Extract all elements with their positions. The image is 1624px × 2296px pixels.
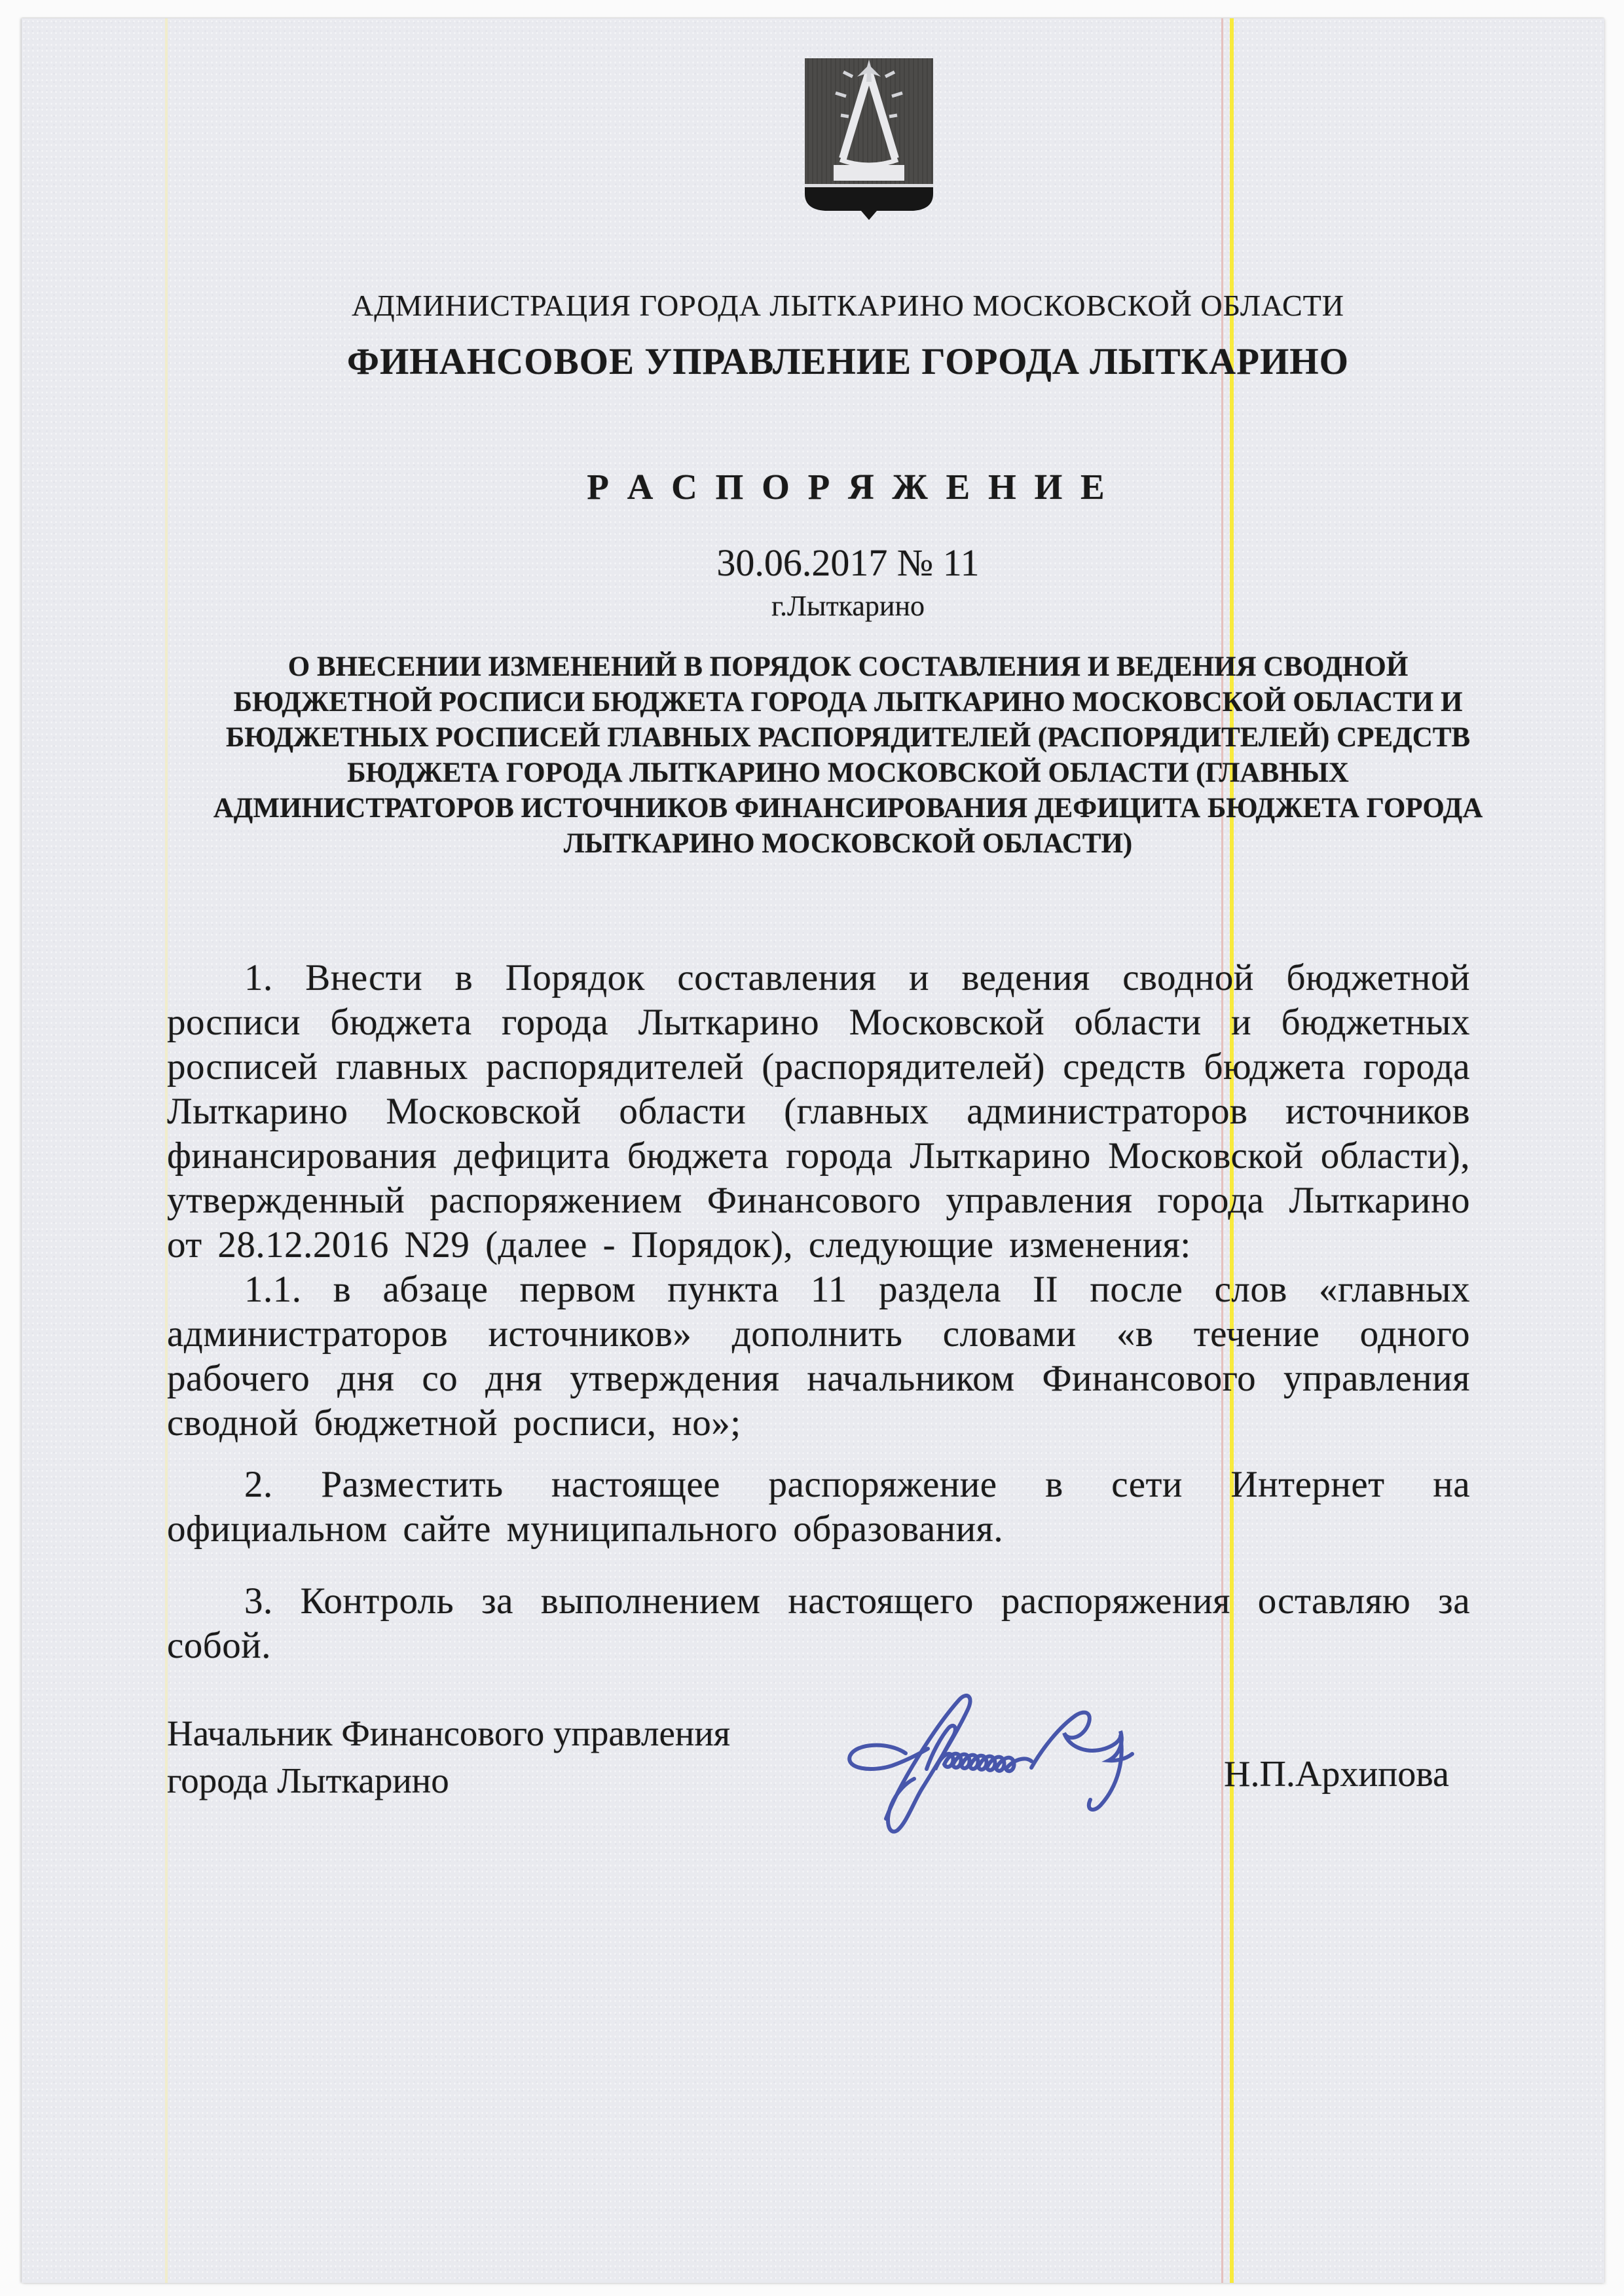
paragraph-1: 1. Внести в Порядок составления и ведения сводной бюджетной росписи бюджета города Лыткарино Московской области и бюджетных росписей главных распорядителей (распорядителей) средств бюджета города Лыткарино Московской области (главных администраторов источников финансирования дефицита бюджета города Лыткарино Московской области), утвержденный распоряжением Финансового управления города Лыткарино от 28.12.2016 N29 (далее - Порядок), следующие изменения: (167, 957, 1470, 1266)
date-and-number: 30.06.2017 № 11 (716, 541, 980, 584)
department-name: ФИНАНСОВОЕ УПРАВЛЕНИЕ ГОРОДА ЛЫТКАРИНО (347, 341, 1349, 382)
paper (22, 18, 1604, 2283)
signatory-position (167, 1710, 730, 1804)
subject-line: БЮДЖЕТНОЙ РОСПИСИ БЮДЖЕТА ГОРОДА ЛЫТКАРИНО МОСКОВСКОЙ ОБЛАСТИ И (233, 687, 1463, 718)
shield-base (805, 187, 933, 220)
paragraph-2: 2. Разместить настоящее распоряжение в сети Интернет на официальном сайте муниципального образования. (167, 1464, 1470, 1550)
subject-line: О ВНЕСЕНИИ ИЗМЕНЕНИЙ В ПОРЯДОК СОСТАВЛЕНИЯ И ВЕДЕНИЯ СВОДНОЙ (287, 651, 1409, 682)
lytkarino-coat-of-arms-icon (803, 56, 935, 220)
organization-name: АДМИНИСТРАЦИЯ ГОРОДА ЛЫТКАРИНО МОСКОВСКОЙ ОБЛАСТИ (352, 289, 1344, 322)
paragraph-3: 3. Контроль за выполнением настоящего распоряжения оставляю за собой. (167, 1580, 1470, 1666)
paragraph-1-1: 1.1. в абзаце первом пункта 11 раздела II после слов «главных администраторов источников» дополнить словами «в течение одного рабочего дня со дня утверждения начальником Финансового управления сводной бюджетной росписи, но»; (167, 1269, 1470, 1444)
signatory-position-line1: Начальник Финансового управления (167, 1713, 731, 1753)
subject-line: БЮДЖЕТНЫХ РОСПИСЕЙ ГЛАВНЫХ РАСПОРЯДИТЕЛЕЙ (РАСПОРЯДИТЕЛЕЙ) СРЕДСТВ (225, 722, 1471, 753)
subject-line: АДМИНИСТРАТОРОВ ИСТОЧНИКОВ ФИНАНСИРОВАНИЯ ДЕФИЦИТА БЮДЖЕТА ГОРОДА (213, 793, 1483, 824)
place-name: г.Лыткарино (771, 590, 925, 622)
subject-line: ЛЫТКАРИНО МОСКОВСКОЙ ОБЛАСТИ) (563, 828, 1133, 859)
document-body (167, 956, 1470, 1668)
document-subject (174, 649, 1522, 862)
subject-line: БЮДЖЕТА ГОРОДА ЛЫТКАРИНО МОСКОВСКОЙ ОБЛАСТИ (ГЛАВНЫХ (347, 757, 1349, 788)
signatory-position-line2: города Лыткарино (167, 1760, 449, 1800)
document-type-title: Р А С П О Р Я Ж Е Н И Е (587, 467, 1109, 507)
handwritten-signature (828, 1676, 1159, 1853)
signatory-name: Н.П.Архипова (1224, 1754, 1449, 1795)
